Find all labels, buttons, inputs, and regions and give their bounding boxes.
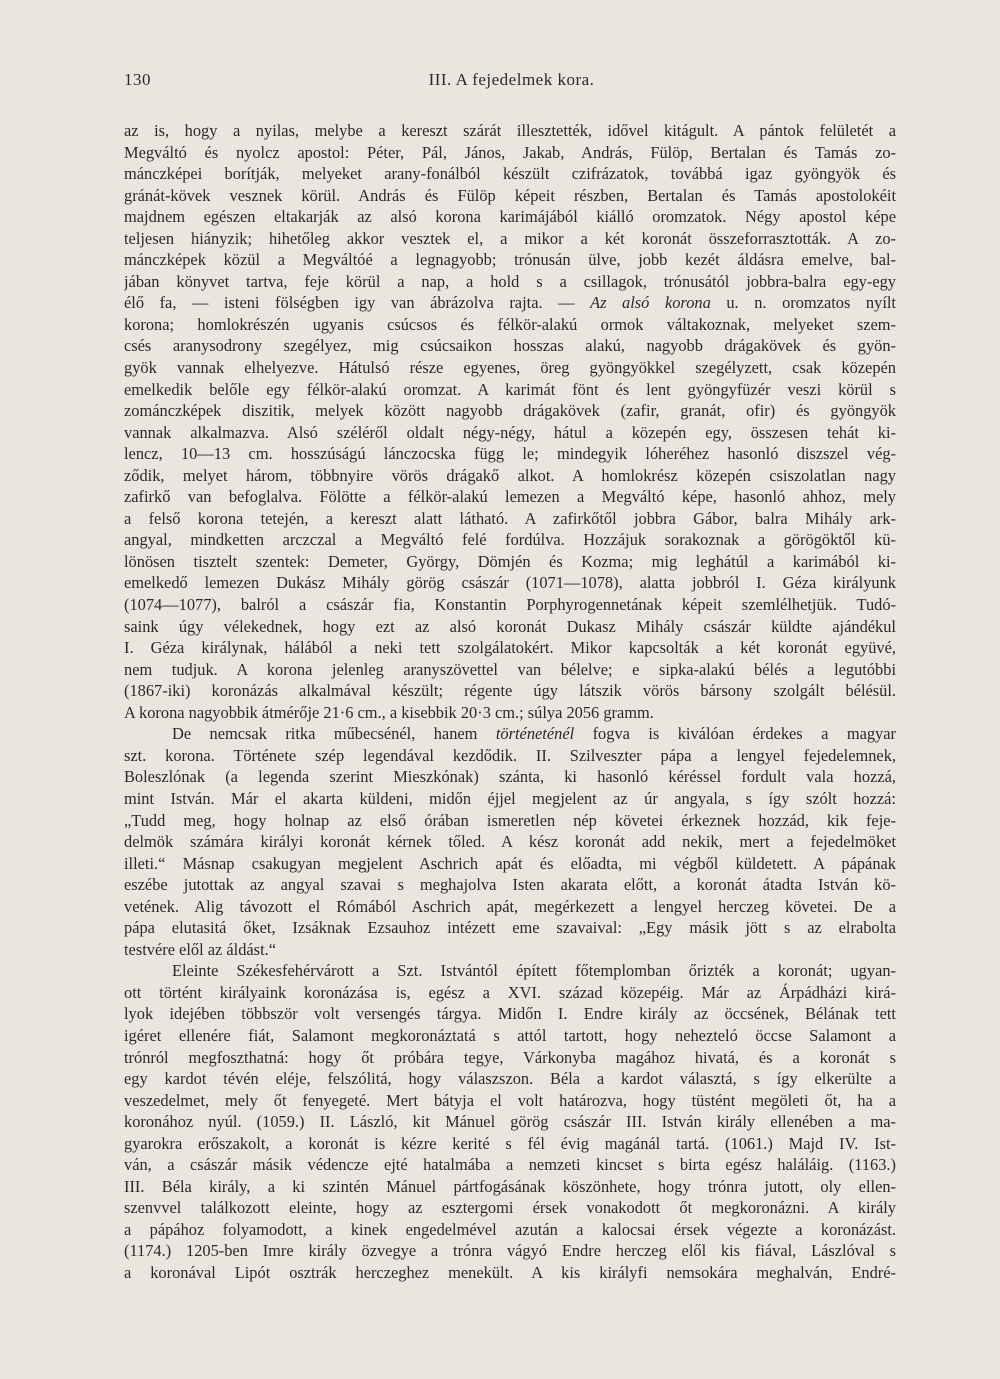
text-line: trónról megfoszthatná: hogy őt próbára tegye, Várkonyba magához hivatá, és a koronát s	[124, 1047, 896, 1067]
text-line: emelkedő lemezen Dukász Mihály görög császár (1071—1078), alatta jobbról I. Géza királyunk	[124, 573, 896, 593]
text-line: saink úgy vélekednek, hogy ezt az alsó koronát Dukasz Mihály császár küldte ajándékul	[124, 616, 896, 636]
text-line: „Tudd meg, hogy holnap az első órában ismeretlen nép követei érkeznek hozzád, kik feje-	[124, 810, 896, 830]
text-line: igéret ellenére fiát, Salamont megkoronáztatá s attól tartott, hogy nehezteló öccse Salamont a	[124, 1025, 896, 1045]
text-line: (1867-iki) koronázás alkalmával készült; régente úgy látszik vörös bársony szolgált bélésül.	[124, 681, 896, 701]
text-line: a felső korona tetején, a kereszt alatt látható. A zafirkőtől jobbra Gábor, balra Mihály ark-	[124, 508, 896, 528]
body-text	[124, 120, 896, 1284]
text-line: emelkedik belőle egy félkör-alakú oromzat. A karimát fönt és lent gyöngyfüzér veszi körül s	[124, 379, 896, 399]
text-line: (1074—1077), balról a császár fia, Konstantin Porphyrogennetának képeit szemlélhetjük. Tudó-	[124, 595, 896, 615]
text-line: mánczképek közül a Megváltóé a legnagyobb; trónusán ülve, jobb kezét áldásra emelve, bal-	[124, 250, 896, 270]
text-line: majdnem egészen eltakarják az alsó korona karimájából kiálló oromzatok. Négy apostol képe	[124, 207, 896, 227]
text-line: gyök vannak elhelyezve. Hátulsó része egyenes, öreg gyöngyökkel szegélyzett, csak közepén	[124, 358, 896, 378]
text-line: delmök számára királyi koronát kérnek tőled. A kész koronát add nekik, mert a fejedelmöket	[124, 832, 896, 852]
text-line: gyarokra erőszakolt, a koronát is kézre kerité s fél évig magánál tartá. (1061.) Majd IV. Ist-	[124, 1133, 896, 1153]
text-line: a koronával Lipót osztrák herczeghez menekült. A kis királyfi nemsokára meghalván, Endré-	[124, 1262, 896, 1282]
paragraph-first-line: Eleinte Székesfehérvárott a Szt. Istvántól épített főtemplomban őrizték a koronát; ugyan-	[172, 961, 896, 981]
text-run: fogva is kiválóan érdekes a magyar	[574, 724, 896, 744]
text-line: nem tudjuk. A korona jelenleg aranyszövettel van bélelve; e sipka-alakú bélés a legutóbbi	[124, 659, 896, 679]
text-line: a pápához folyamodott, a kinek engedelmével azután a kalocsai érsek végezte a koronázást.	[124, 1219, 896, 1239]
text-line: III. Béla király, a ki szintén Mánuel pártfogásának köszönhete, hogy trónra jutott, oly ellen-	[124, 1176, 896, 1196]
text-line: ván, a császár másik védencze ejté hatalmába a nemzeti kincset s birta egész haláláig. (1163.)	[124, 1155, 896, 1175]
paragraph-first-line	[124, 723, 896, 745]
text-line: zafirkő van befoglalva. Fölötte a félkör-alakú lemezen a Megváltó képe, hasonló ahhoz, mely	[124, 487, 896, 507]
text-line: eszébe jutottak az angyal szavai s meghajolva Isten akarata előtt, a koronát átadta István kö-	[124, 875, 896, 895]
text-line: lencz, 10—13 cm. hosszúságú lánczocska függ le; mindegyik lóheréhez hasonló diszszel vég-	[124, 444, 896, 464]
text-line: ződik, melyet három, többnyire vörös drágakő alkot. A homlokrész közepén csiszolatlan nagy	[124, 465, 896, 485]
text-line: Boleszlónak (a legenda szerint Mieszkónak) szánta, ki hasonló kéréssel fordult vala hozzá,	[124, 767, 896, 787]
chapter-title: III. A fejedelmek kora.	[428, 70, 595, 89]
text-line: csés aranysodrony szegélyez, mig csúcsaikon hosszas alakú, nagyobb drágakövek és gyön-	[124, 336, 896, 356]
text-line: testvére elől az áldást.“	[124, 939, 276, 959]
text-line: egy kardot tévén eléje, felszólitá, hogy válaszszon. Béla a kardot választá, s így elkerülte a	[124, 1069, 896, 1089]
text-line: teljesen hiányzik; hihetőleg akkor vesztek el, a mikor a két koronát összeforrasztották. A zo-	[124, 228, 896, 248]
text-line: vetének. Alig távozott el Rómából Aschrich apát, megérkezett a lengyel herczeg követei. De a	[124, 896, 896, 916]
text-line: Megváltó és nyolcz apostol: Péter, Pál, János, Jakab, András, Fülöp, Bertalan és Tamás zo-	[124, 142, 896, 162]
text-run: élő fa, — isteni fölségben igy van ábrázolva rajta. —	[124, 293, 591, 313]
text-line: lönösen tisztelt szentek: Demeter, György, Dömjén és Kozma; mig leghátúl a karimából ki-	[124, 551, 896, 571]
emphasis-text: történeténél	[495, 724, 575, 744]
text-line: korona; homlokrészén ugyanis csúcsos és félkör-alakú ormok váltakoznak, melyeket szem-	[124, 314, 896, 334]
page-number: 130	[124, 70, 151, 89]
text-line: angyal, mindketten arczczal a Megváltó felé fordúlva. Hozzájuk sorakoznak a görögöktől kü-	[124, 530, 896, 550]
running-head	[124, 70, 899, 94]
text-line: szenvvel találkozott eleinte, hogy az esztergomi érsek vonakodott őt megkoronázni. A király	[124, 1198, 896, 1218]
text-line	[124, 292, 896, 314]
text-line: koronához nyúl. (1059.) II. László, kit Mánuel görög császár III. István király ellenében a ma-	[124, 1112, 896, 1132]
text-line: (1174.) 1205-ben Imre király özvegye a trónra vágyó Endre herczeg elől kis fiával, Lászlóval s	[124, 1241, 896, 1261]
text-line: I. Géza királynak, hálából a neki tett szolgálatokért. Mikor kapcsolták a két koronát együvé,	[124, 638, 896, 658]
text-line: vannak alkalmazva. Alsó széléről oldalt négy-négy, hátul a közepén egy, összesen tehát ki-	[124, 422, 896, 442]
text-line: zománczképek diszitik, melyek között nagyobb drágakövek (zafir, granát, ofir) és gyöngyök	[124, 401, 896, 421]
text-line: jában könyvet tartva, feje körül a nap, a hold s a csillagok, trónusától jobbra-balra egy-egy	[124, 271, 896, 291]
text-line: A korona nagyobbik átmérője 21·6 cm., a kisebbik 20·3 cm.; súlya 2056 gramm.	[124, 702, 654, 722]
text-line: pápa elutasitá őket, Izsáknak Ezsauhoz intézett eme szavaival: „Egy másik jött s az elrabolta	[124, 918, 896, 938]
text-line: mint István. Már el akarta küldeni, midőn éjjel megjelent az úr angyala, s így szólt hozzá:	[124, 788, 896, 808]
text-run: u. n. oromzatos nyílt	[710, 293, 896, 313]
text-line: veszedelmet, mely őt fenyegeté. Mert bátyja el volt határozva, hogy tüstént megöleti őt, ha a	[124, 1090, 896, 1110]
text-line: illeti.“ Másnap csakugyan megjelent Aschrich apát és előadta, mi végből küldetett. A pápának	[124, 853, 896, 873]
text-line: szt. korona. Története szép legendával kezdődik. II. Szilveszter pápa a lengyel fejedelemnek,	[124, 745, 896, 765]
text-line: lyok idejében többször volt versengés tárgya. Midőn I. Endre király az öccsének, Bélának tett	[124, 1004, 896, 1024]
text-run: De nemcsak ritka műbecsénél, hanem	[172, 724, 496, 744]
text-line: gránát-kövek vesznek körül. András és Fülöp képeit részben, Bertalan és Tamás apostolokéit	[124, 185, 896, 205]
text-line: ott történt királyaink koronázása is, egész a XVI. század közepéig. Már az Árpádházi kirá-	[124, 982, 896, 1002]
text-line: az is, hogy a nyilas, melybe a kereszt szárát illesztették, idővel kitágult. A pántok felületét a	[124, 121, 896, 140]
emphasis-text: Az alsó korona	[590, 293, 711, 313]
text-line: mánczképei borítják, melyeket arany-fonálból készült czifrázatok, továbbá igaz gyöngyök és	[124, 164, 896, 184]
